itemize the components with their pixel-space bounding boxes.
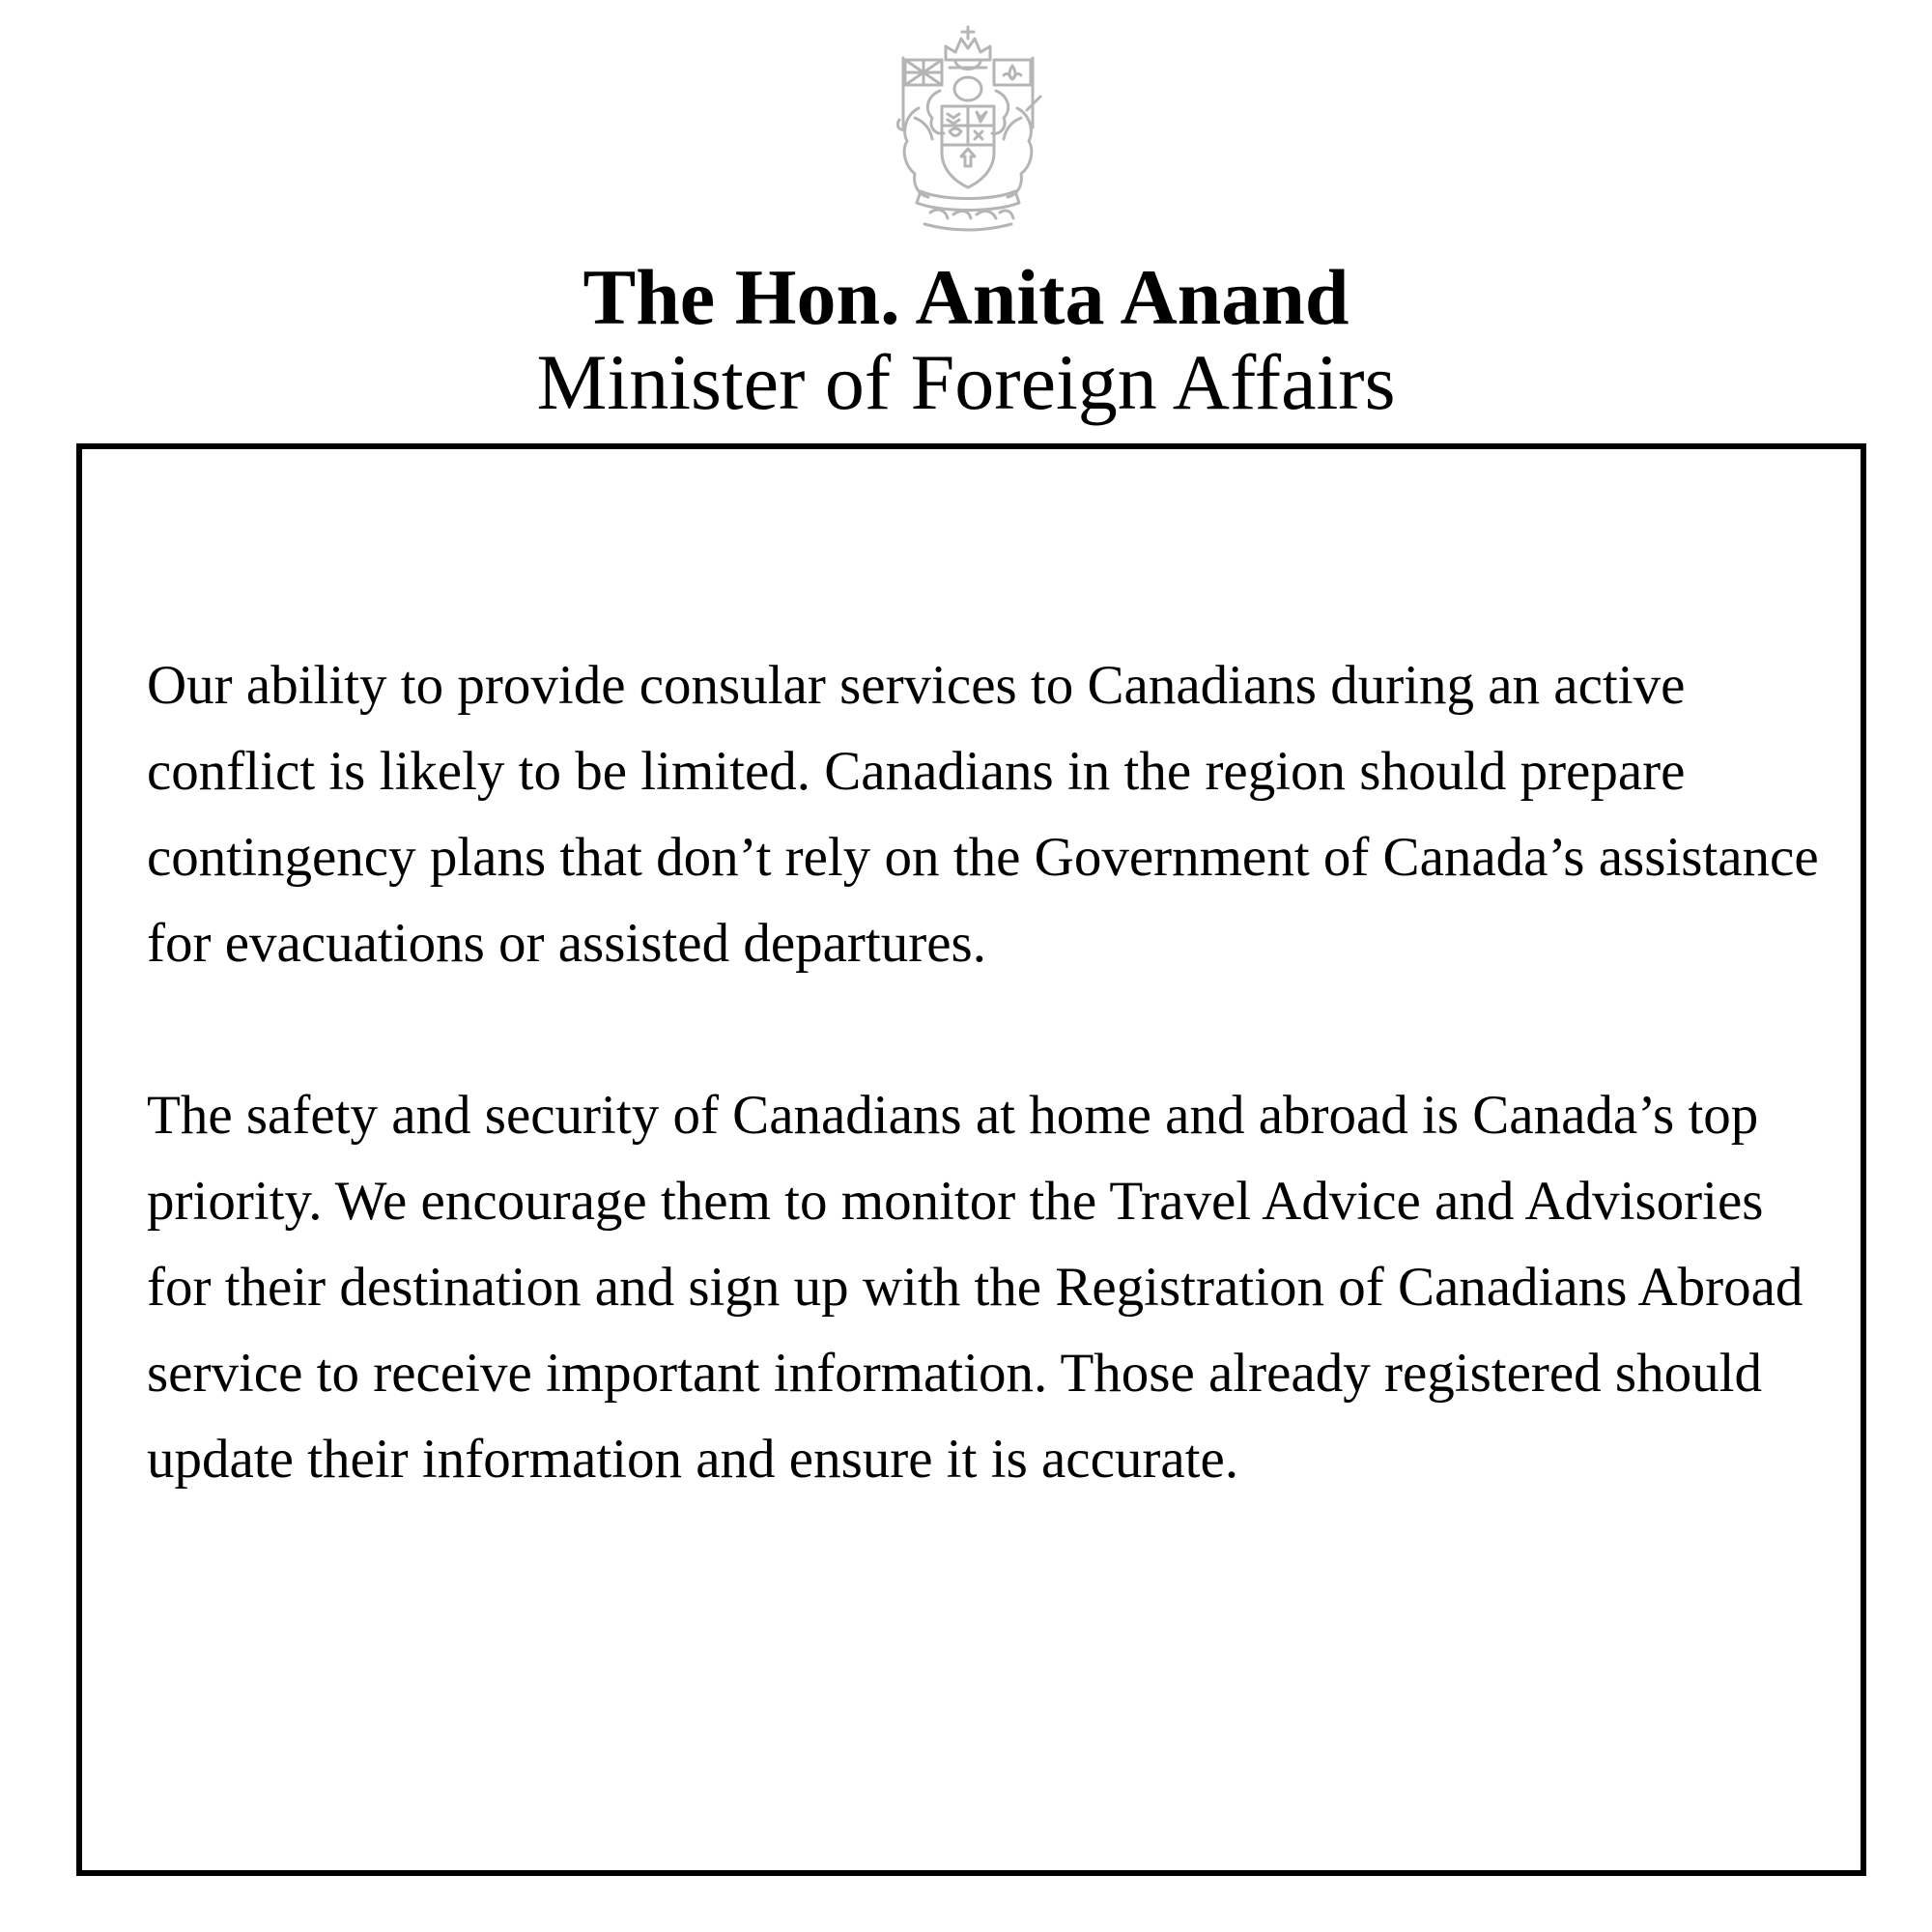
minister-title: Minister of Foreign Affairs [536,338,1396,426]
royal-coat-of-arms-icon [886,21,1050,236]
statement-body [147,642,1828,1502]
minister-name: The Hon. Anita Anand [582,253,1350,341]
statement-paragraph: The safety and security of Canadians at home and abroad is Canada’s top priority. We encourage them to monitor the Travel Advice and Advisories for their destination and sign up with the Registration of Canadians Abroad service to receive important information. Those already registered should update their information and ensure it is accurate. [147,1085,1804,1490]
statement-paragraph: Our ability to provide consular services to Canadians during an active conflict is likely to be limited. Canadians in the region should prepare contingency plans that don’t rely on the Government of Canada’s assistance for evacuations or assisted departures. [147,655,1819,974]
statement-box [76,443,1866,1876]
